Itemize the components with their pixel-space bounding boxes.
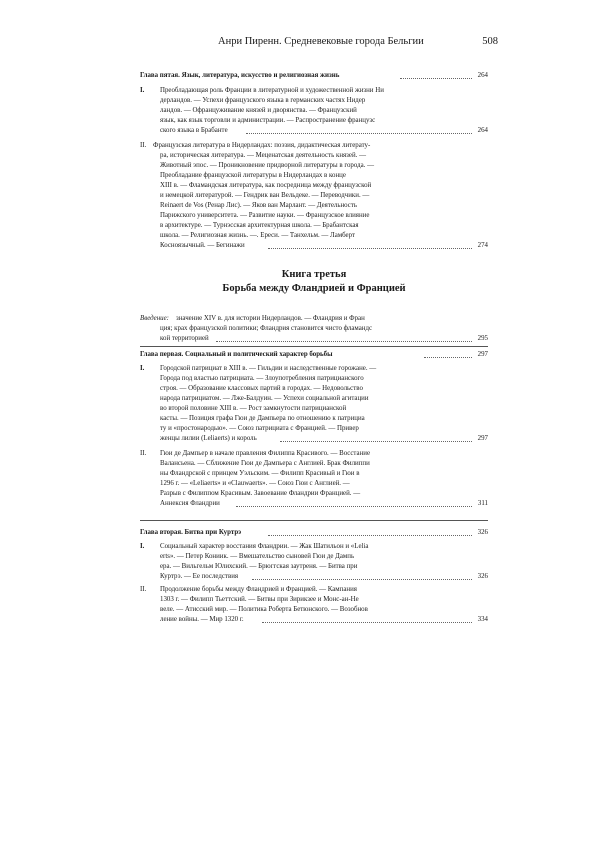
dot-leader (246, 133, 472, 134)
book-heading: Книга третья (281, 269, 347, 280)
toc-line: Валансьена. — Сближение Гюи де Дампьера с Англией. Брак Филиппи (160, 460, 370, 467)
dot-leader (236, 506, 472, 507)
toc-line: ландов. — Офранцуживание князей и дворянства. — Французский (160, 107, 357, 114)
toc-line: ра, историческая литература. — Меценатская деятельность князей. — (160, 152, 366, 159)
toc-line: Социальный характер восстания Фландрии. — Жак Шатильон и «Lelia (160, 543, 369, 550)
toc-line: Животный эпос. — Проникновение придворной литературы в города. — (160, 162, 375, 169)
running-title: Анри Пиренн. Средневековые города Бельгии (218, 36, 424, 47)
toc-line: кой территорией (160, 335, 209, 342)
toc-page-ref: 295 (477, 335, 488, 342)
toc-line: во второй половине XIII в. — Рост замкнутости патрицианской (160, 405, 347, 412)
toc-page-ref: 297 (477, 351, 488, 358)
chapter-title: Глава первая. Социальный и политический характер борьбы (140, 351, 333, 358)
toc-page-ref: 274 (477, 242, 488, 249)
page-number: 508 (482, 36, 498, 47)
toc-line: строя. — Образование классовых партий в городах. — Недовольство (160, 385, 363, 392)
chapter-title: Глава вторая. Битва при Куртрэ (140, 529, 242, 536)
toc-line: ция; крах французской политики; Фландрия становится чисто фламандс (160, 325, 373, 332)
toc-page-ref: 264 (477, 127, 488, 134)
dot-leader (252, 579, 472, 580)
toc-line: Парижского университета. — Развитие науки. — Французское влияние (160, 212, 370, 219)
toc-page-ref: 264 (477, 72, 488, 79)
toc-line: язык, как язык торговли и администрации. — Распространение французс (160, 117, 376, 124)
dot-leader (424, 357, 472, 358)
section-number: I. (140, 87, 145, 94)
toc-line: значение XIV в. для истории Нидерландов. — Фландрия и Фран (176, 315, 365, 322)
section-number: II. (140, 450, 147, 457)
toc-line: Аннексия Фландрии (160, 500, 220, 507)
toc-line: дерландов. — Успехи французского языка в германских частях Нидер (160, 97, 366, 104)
toc-line: Города под властью патрициата. — Злоупотребления патрицианского (160, 375, 364, 382)
toc-page-ref: 297 (477, 435, 488, 442)
toc-line: 1296 г. — «Leliaerts» и «Clauwaerts». — Союз Гюи с Англией. — (160, 480, 350, 487)
section-number: I. (140, 365, 145, 372)
toc-line: женцы лилии (Leliaerts) и король (160, 435, 257, 442)
book-subtitle: Борьба между Фландрией и Францией (222, 283, 406, 294)
toc-line: Преобладание французской литературы в Нидерландах в конце (160, 172, 346, 179)
section-number: I. (140, 543, 145, 550)
toc-line: ту и «простонародью». — Союз патрициата с Францией. — Привер (160, 425, 359, 432)
toc-page-ref: 326 (477, 573, 488, 580)
toc-line: и немецкой литературой. — Гендрик ван Вельдеке. — Переводчики. — (160, 192, 370, 199)
dot-leader (268, 248, 472, 249)
toc-line: XIII в. — Фламандская литература, как посредница между французской (160, 182, 372, 189)
toc-page-ref: 334 (477, 616, 488, 623)
toc-line: Куртрэ. — Ее последствия (160, 573, 239, 580)
toc-line: веле. — Атисский мир. — Политика Роберта Бетюнского. — Возобнов (160, 606, 368, 613)
toc-line: Разрыв с Филиппом Красивым. Завоевание Фландрии Францией. — (160, 490, 361, 497)
toc-line: erts». — Петер Кониик. — Вмешательство сыновей Гюи де Дампь (160, 553, 355, 560)
toc-line: ны Фландрской с принцем Уэльским. — Филипп Красивый и Гюи в (160, 470, 360, 477)
toc-line: народа патрициатом. — Лже-Балдуин. — Успехи социальной агитации (160, 395, 369, 402)
toc-line: ера. — Вильгельм Юлихский. — Брюггская заутреня. — Битва при (160, 563, 358, 570)
toc-line: Косноязычный. — Бегинажи (160, 242, 245, 249)
toc-line: Reinaert de Vos (Ренар Лис). — Яков ван Марлант. — Деятельность (160, 202, 357, 209)
toc-line: касты. — Позиция графа Гюи де Дампьера по отношению к патрициа (160, 415, 365, 422)
dot-leader (280, 441, 472, 442)
toc-page-ref: 326 (477, 529, 488, 536)
toc-line: Городской патрициат в XIII в. — Гильдии и наследственные горожане. — (160, 365, 377, 372)
toc-line: школа. — Религиозная жизнь. —. Ереси. — Танхельм. — Ламберт (160, 232, 355, 239)
section-number: II. (140, 586, 147, 593)
divider (140, 520, 488, 521)
toc-line: Французская литература в Нидерландах: поэзия, дидактическая литерату- (153, 142, 371, 149)
dot-leader (268, 535, 472, 536)
dot-leader (262, 622, 472, 623)
divider (140, 346, 488, 347)
toc-line: 1303 г. — Филипп Тьеттский. — Битвы при Зирикзее и Монс-ан-Не (160, 596, 359, 603)
toc-line: Преобладающая роль Франции в литературной и художественной жизни Ни (160, 87, 384, 94)
toc-line: ление войны. — Мир 1320 г. (160, 616, 244, 623)
intro-label: Введение: (140, 315, 169, 322)
toc-line: Продолжение борьбы между Фландрией и Францией. — Кампания (160, 586, 357, 593)
toc-line: ского языка в Брабанте (160, 127, 228, 134)
toc-line: Гюи де Дампьер в начале правления Филиппа Красивого. — Восстание (160, 450, 371, 457)
toc-line: в архитектуре. — Турнэсская архитектурная школа. — Брабантская (160, 222, 359, 229)
chapter-title: Глава пятая. Язык, литература, искусство и религиозная жизнь (140, 72, 340, 79)
running-header (140, 36, 498, 50)
dot-leader (400, 78, 472, 79)
toc-page-ref: 311 (477, 500, 488, 507)
dot-leader (216, 341, 472, 342)
section-number: II. (140, 142, 147, 149)
